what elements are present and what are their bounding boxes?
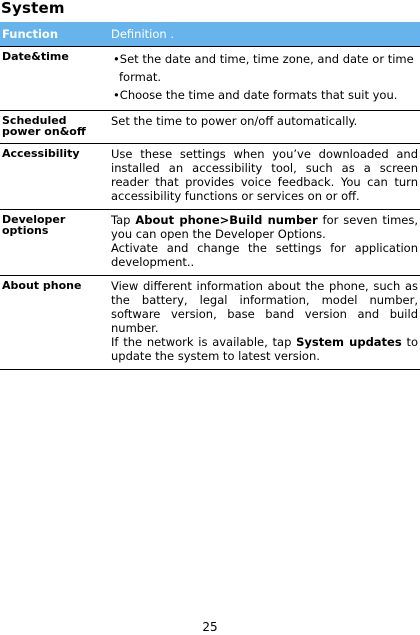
function-scheduled-power: Scheduled power on&off [0,111,104,144]
definition-paragraph: Activate and change the settings for application development.. [111,241,418,269]
definition-scheduled-power: Set the time to power on/off automatically. [104,111,420,144]
text-segment: for seven times, you can open the Developer Options. [111,213,419,241]
table-header-row [0,22,420,47]
table-row [0,144,420,210]
definition-paragraph [111,335,418,363]
table-row [0,210,420,276]
table-row [0,47,420,111]
definition-bullet: •Choose the time and date formats that suit you. [113,88,398,102]
definition-paragraph [111,213,418,241]
header-definition: Definition . [104,22,420,47]
definition-accessibility: Use these settings when you’ve downloaded and installed an accessibility tool, such as a screen reader that provides voice feedback. You can turn accessibility functions or services on or off. [104,144,420,210]
page-number: 25 [202,620,218,634]
system-functions-table [0,22,420,370]
definition-bullet: •Set the date and time, time zone, and date or time format. [113,52,414,84]
table-row [0,276,420,370]
table-row [0,111,420,144]
function-developer-options: Developer options [0,210,104,276]
text-segment: If the network is available, tap [111,335,297,349]
function-accessibility: Accessibility [0,144,104,210]
definition-about-phone [104,276,420,370]
bold-text-segment: About phone>Build number [135,213,318,227]
section-title: System [1,0,65,17]
definition-date-time [104,47,420,111]
header-function: Function [0,22,104,47]
definition-paragraph: View different information about the phone, such as the battery, legal information, model number, software version, base band version and build number. [111,279,418,335]
function-about-phone: About phone [0,276,104,370]
function-date-time: Date&time [0,47,104,111]
text-segment: to update the system to latest version. [111,335,418,363]
text-segment: Tap [111,213,136,227]
bold-text-segment: System updates [296,335,402,349]
definition-developer-options [104,210,420,276]
